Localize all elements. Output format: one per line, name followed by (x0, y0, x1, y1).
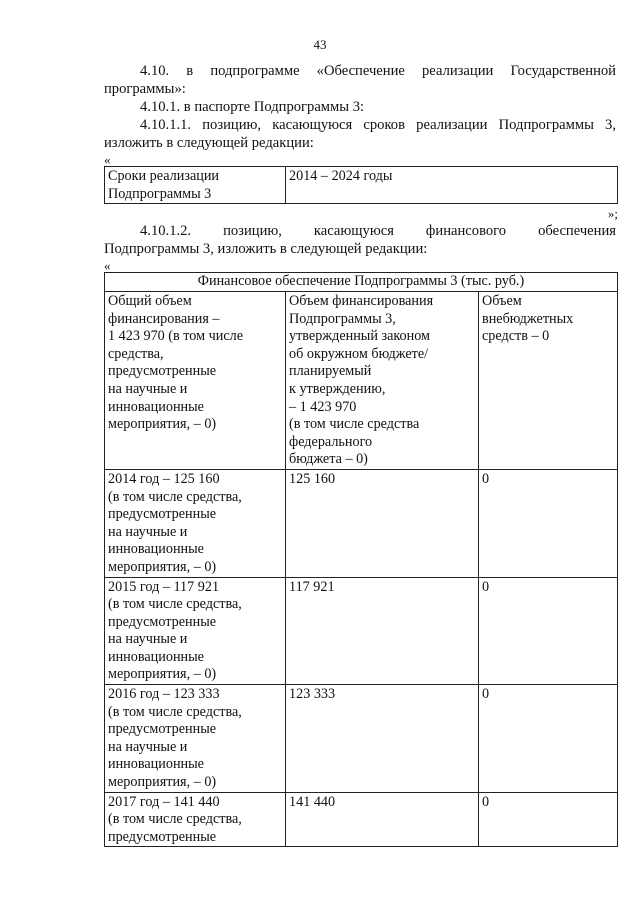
header-budget-funding: Объем финансирования Подпрограммы 3, утвержденный законом об окружном бюджете/ планируемый к утверждению, – 1 423 970 (в том числе средства федерального бюджета – 0) (286, 292, 479, 470)
paragraph-4-10-1-2-line1 (104, 222, 616, 240)
paragraph-4-10-1-2-text: 4.10.1.2. позицию, касающуюся финансового обеспечения (140, 223, 616, 239)
paragraph-4-10-1-1-line2: изложить в следующей редакции: (104, 135, 314, 151)
header-extrabudgetary: Объем внебюджетных средств – 0 (479, 292, 618, 470)
page-number: 43 (313, 37, 327, 52)
year-cell: 2016 год – 123 333 (в том числе средства, предусмотренные на научные и инновационные мероприятия, – 0) (105, 685, 286, 793)
opening-quote-1: « (104, 152, 111, 167)
table-row (105, 792, 618, 847)
table-row (105, 469, 618, 577)
paragraph-4-10-text: 4.10. в подпрограмме «Обеспечение реализации Государственной (140, 63, 616, 79)
terms-value-cell: 2014 – 2024 годы (286, 167, 618, 204)
year-cell: 2017 год – 141 440 (в том числе средства, предусмотренные (105, 792, 286, 847)
extrabudgetary-cell: 0 (479, 792, 618, 847)
budget-cell: 141 440 (286, 792, 479, 847)
closing-quote-1: »; (607, 206, 618, 221)
budget-cell: 123 333 (286, 685, 479, 793)
finance-table (104, 272, 618, 847)
paragraph-4-10-1: 4.10.1. в паспорте Подпрограммы 3: (140, 99, 365, 115)
table-row (105, 577, 618, 685)
paragraph-4-10-1-1-text: 4.10.1.1. позицию, касающуюся сроков реализации Подпрограммы 3, (140, 117, 616, 133)
extrabudgetary-cell: 0 (479, 577, 618, 685)
table-row (105, 685, 618, 793)
finance-title-row (105, 273, 618, 292)
budget-cell: 117 921 (286, 577, 479, 685)
paragraph-4-10-1-2-line2: Подпрограммы 3, изложить в следующей редакции: (104, 241, 428, 257)
extrabudgetary-cell: 0 (479, 469, 618, 577)
finance-header-row (105, 292, 618, 470)
budget-cell: 125 160 (286, 469, 479, 577)
header-total-funding: Общий объем финансирования – 1 423 970 (в том числе средства, предусмотренные на научные и инновационные мероприятия, – 0) (105, 292, 286, 470)
year-cell: 2014 год – 125 160 (в том числе средства, предусмотренные на научные и инновационные мероприятия, – 0) (105, 469, 286, 577)
year-cell: 2015 год – 117 921 (в том числе средства, предусмотренные на научные и инновационные мероприятия, – 0) (105, 577, 286, 685)
terms-table (104, 166, 618, 204)
finance-table-title: Финансовое обеспечение Подпрограммы 3 (тыс. руб.) (105, 273, 618, 292)
extrabudgetary-cell: 0 (479, 685, 618, 793)
terms-row (105, 167, 618, 204)
paragraph-4-10-1-1-line1 (104, 116, 616, 134)
terms-label-cell: Сроки реализации Подпрограммы 3 (105, 167, 286, 204)
paragraph-4-10-line2: программы»: (104, 81, 186, 97)
paragraph-4-10-line1 (104, 62, 616, 80)
opening-quote-2: « (104, 258, 111, 273)
